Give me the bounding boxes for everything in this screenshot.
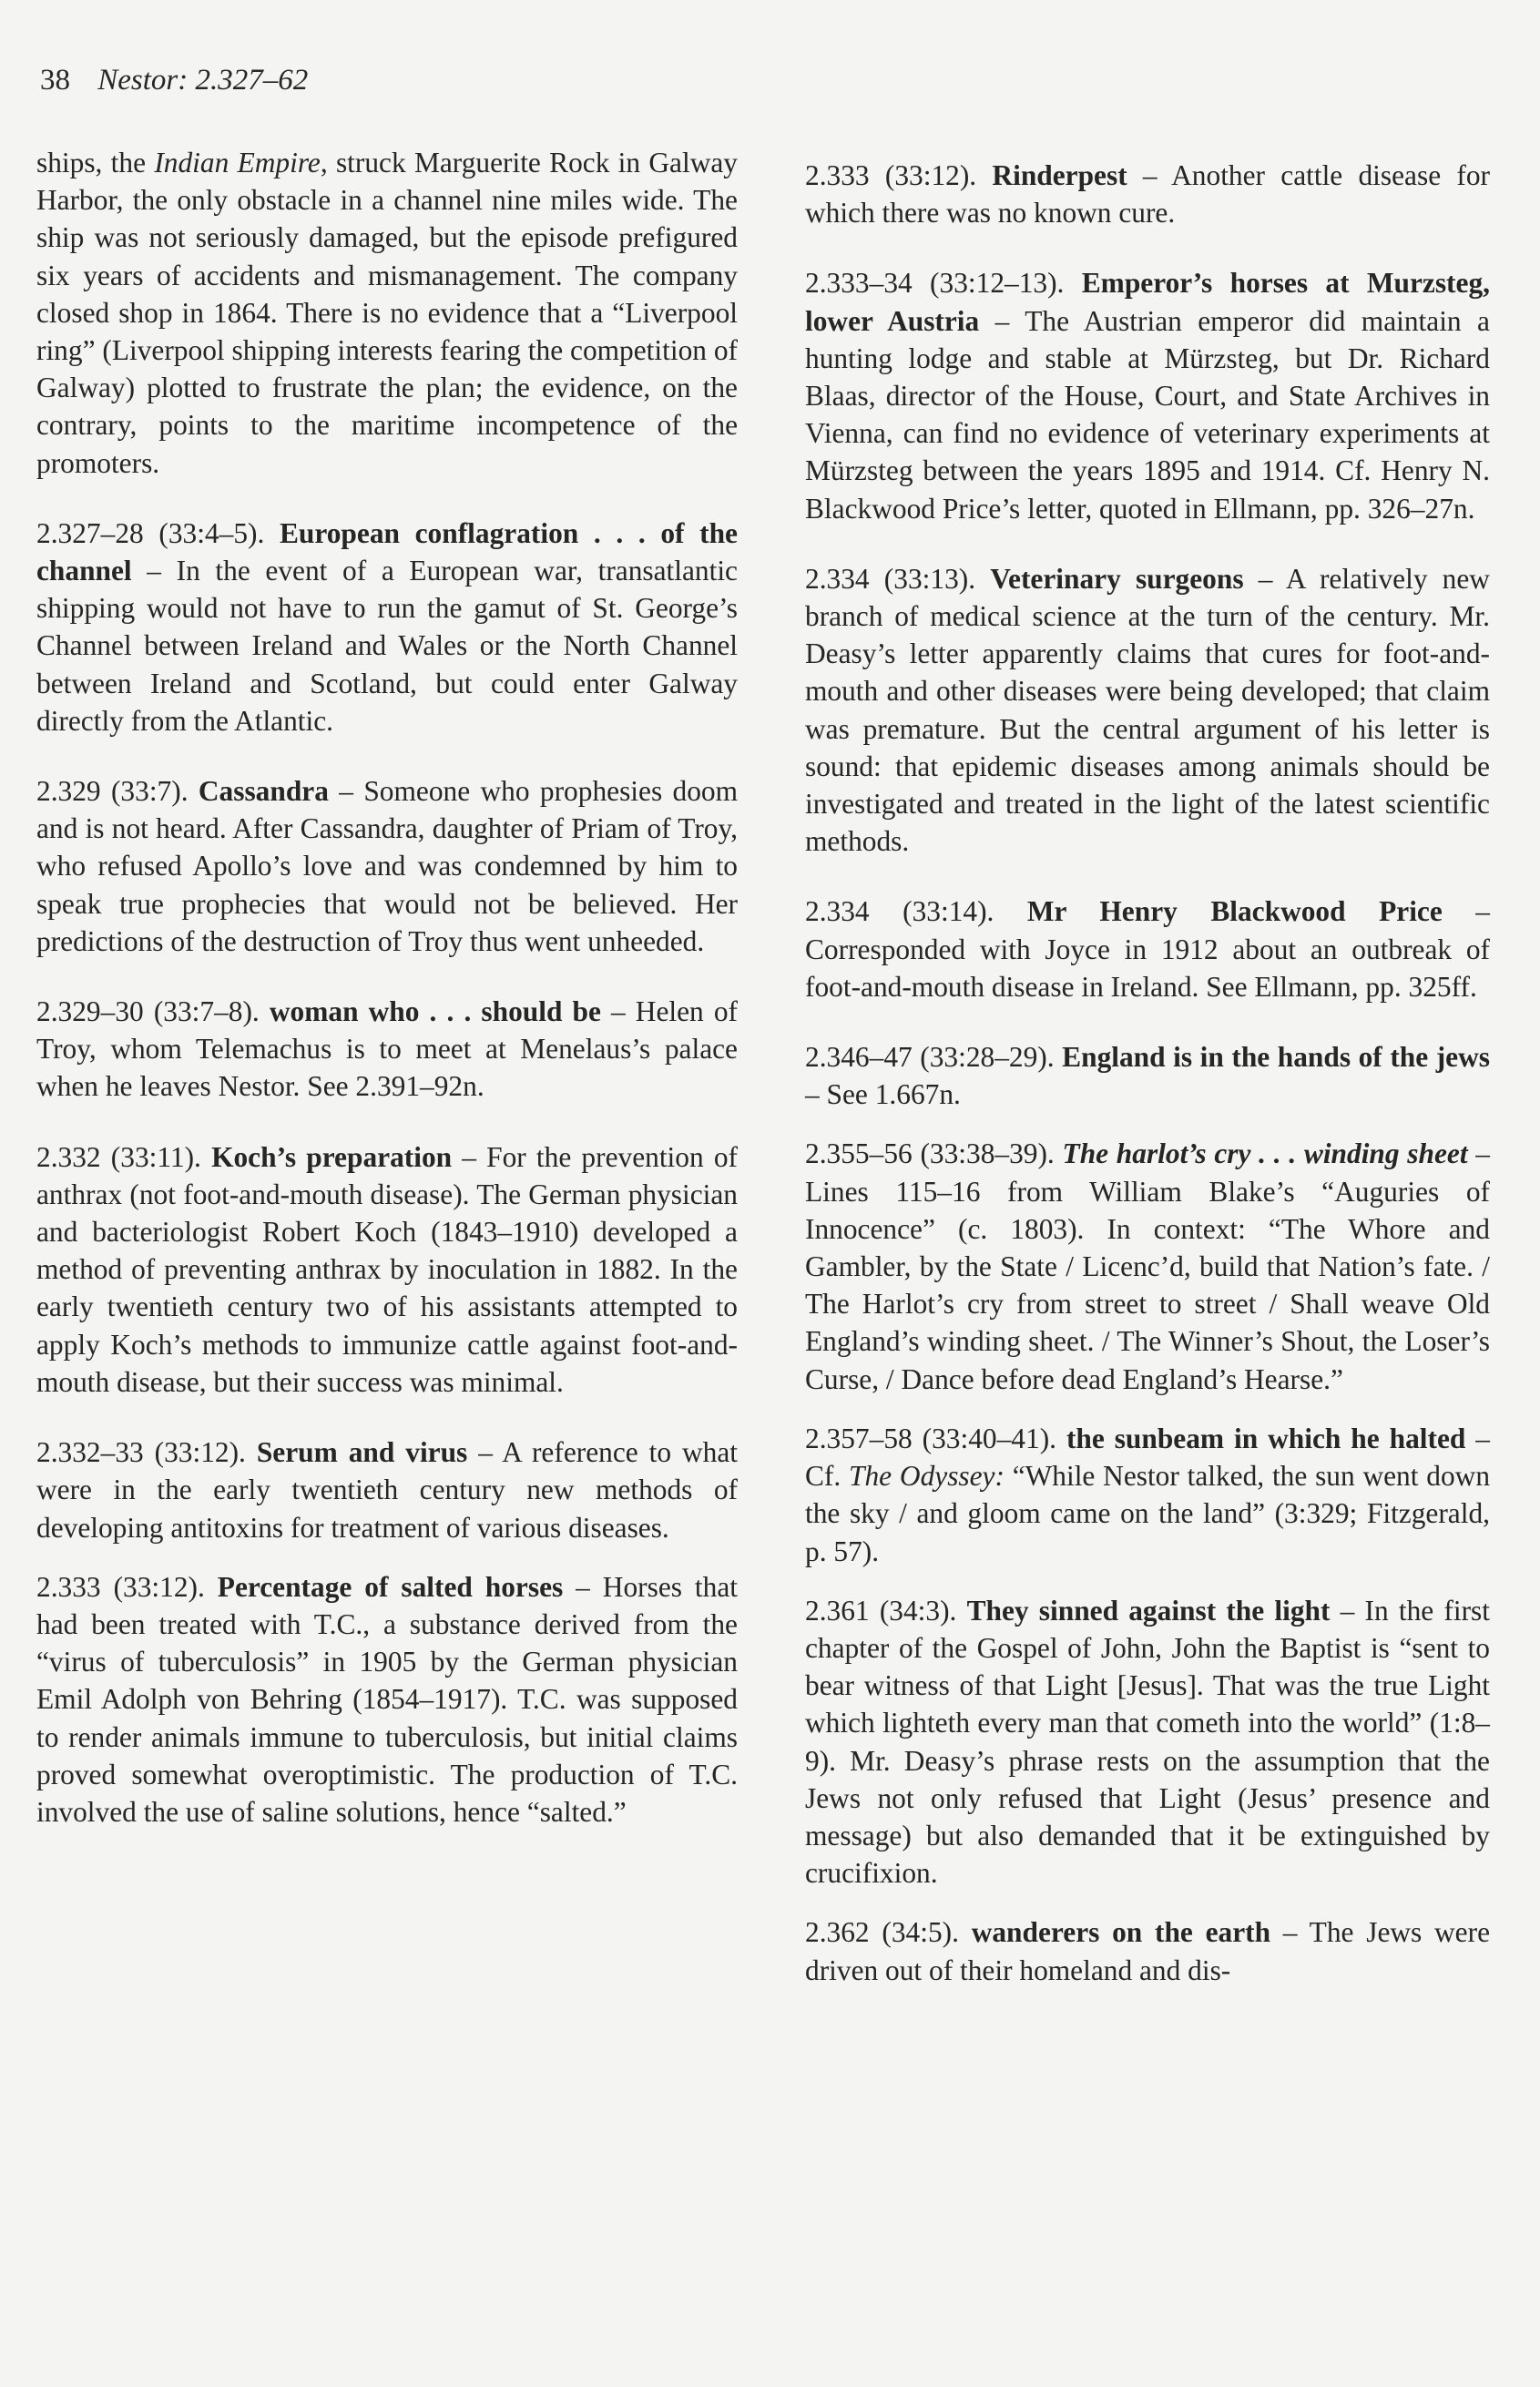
running-title: Nestor: 2.327–62 [97, 64, 309, 97]
entry-body: – The Austrian emperor did maintain a hunting lodge and stable at Mürzsteg, but Dr. Richard Blaas, director of the House, Court, and State Archives in Vienna, can find no evidence of veterinary experiments at Mürzsteg between the years 1895 and 1914. Cf. Henry N. Blackwood Price’s letter, quoted in Ellmann, pp. 326–27n. [805, 304, 1490, 525]
entry-ref: 2.355–56 (33:38–39). [805, 1137, 1063, 1170]
entry-body: – For the prevention of anthrax (not foot-and-mouth disease). The German physician and bacteriologist Robert Koch (1843–1910) developed a method of preventing anthrax by inoculation in 1882. In the early twentieth century two of his assistants attempted to apply Koch’s methods to immunize cattle against foot-and-mouth disease, but their success was minimal. [36, 1140, 738, 1398]
entry-ref: 2.329 (33:7). [36, 775, 199, 808]
annotation-entry [805, 560, 1490, 861]
entry-ref: 2.357–58 (33:40–41). [805, 1422, 1066, 1454]
left-column [36, 144, 738, 1852]
annotation-entry [36, 1568, 738, 1831]
entry-ref: 2.333 (33:12). [805, 159, 993, 191]
entry-lemma: wanderers on the earth [971, 1916, 1271, 1949]
entry-body: – A relatively new branch of medical science at the turn of the century. Mr. Deasy’s letter apparently claims that cures for foot-and-mouth and other diseases were being developed; that claim was premature. But the central argument of his letter is sound: that epidemic diseases among animals should be investigated and treated in the light of the latest scientific methods. [805, 562, 1490, 858]
annotation-entry [805, 1420, 1490, 1570]
entry-body-pre: – Cf. [805, 1422, 1490, 1493]
annotation-entry [36, 1433, 738, 1546]
page-number: 38 [40, 64, 70, 97]
text: ships, the [36, 147, 155, 179]
annotation-entry [805, 1913, 1490, 1988]
entry-lemma: Mr Henry Blackwood Price [1026, 895, 1443, 928]
entry-body: – Someone who prophesies doom and is not heard. After Cassandra, daughter of Priam of Troy, who refused Apollo’s love and was condemned by him to speak true prophecies that would not be believed. Her predictions of the destruction of Troy thus went unheeded. [36, 775, 739, 957]
annotation-entry [36, 772, 738, 960]
entry-lemma: Cassandra [198, 775, 329, 808]
annotation-entry [805, 1038, 1490, 1113]
entry-ref: 2.334 (33:13). [805, 562, 991, 595]
entry-lemma-italic: The harlot’s cry . . . winding sheet [1062, 1137, 1468, 1170]
entry-lemma: They sinned against the light [966, 1594, 1331, 1627]
annotation-entry [36, 1138, 738, 1401]
entry-body: – Lines 115–16 from William Blake’s “Auguries of Innocence” (c. 1803). In context: “The Whore and Gambler, by the State / Licenc’d, build that Nation’s fate. / The Harlot’s cry from street to street / Shall weave Old England’s winding sheet. / The Winner’s Shout, the Loser’s Curse, / Dance before dead England’s Hearse.” [805, 1137, 1490, 1395]
entry-ref: 2.327–28 (33:4–5). [36, 516, 280, 549]
entry-body: – A reference to what were in the early twentieth century new methods of developing antitoxins for treatment of various diseases. [36, 1436, 738, 1544]
entry-body: – Corresponded with Joyce in 1912 about an outbreak of foot-and-mouth disease in Ireland. See Ellmann, pp. 325ff. [805, 895, 1490, 1003]
entry-lemma: Emperor’s horses at Murzsteg, lower Austria [805, 267, 1490, 337]
entry-ref: 2.346–47 (33:28–29). [805, 1041, 1063, 1074]
entry-lemma: Koch’s preparation [211, 1140, 453, 1173]
annotation-entry [805, 264, 1490, 526]
entry-body: “While Nestor talked, the sun went down the sky / and gloom came on the land” (3:329; Fitzgerald, p. 57). [805, 1460, 1491, 1567]
right-column [805, 157, 1490, 2011]
entry-ref: 2.333–34 (33:12–13). [805, 267, 1082, 300]
entry-body: – In the first chapter of the Gospel of John, John the Baptist is “sent to bear witness of that Light [Jesus]. That was the true Light which lighteth every man that cometh into the world” (1:8–9). Mr. Deasy’s phrase rests on the assumption that the Jews not only refused that Light (Jesus’ presence and message) but also demanded that it be extinguished by crucifixion. [805, 1594, 1490, 1890]
running-head [40, 64, 308, 97]
annotation-entry [805, 1135, 1490, 1397]
entry-body: – Horses that had been treated with T.C., a substance derived from the “virus of tuberculosis” in 1905 by the German physician Emil Adolph von Behring (1854–1917). T.C. was supposed to render animals immune to tuberculosis, but initial claims proved somewhat overoptimistic. The production of T.C. involved the use of saline solutions, hence “salted.” [36, 1570, 738, 1828]
ship-name: Indian Empire [154, 147, 321, 179]
entry-body: – Another cattle disease for which there was no known cure. [805, 159, 1490, 230]
entry-lemma: Veterinary surgeons [990, 562, 1244, 595]
entry-ref: 2.334 (33:14). [805, 895, 1027, 928]
entry-body: – Helen of Troy, whom Telemachus is to meet at Menelaus’s palace when he leaves Nestor. See 2.391–92n. [36, 995, 738, 1103]
entry-lemma: the sunbeam in which he halted [1066, 1422, 1466, 1454]
work-title: The Odyssey: [849, 1460, 1005, 1493]
annotation-entry [805, 893, 1490, 1005]
entry-ref: 2.332 (33:11). [36, 1140, 212, 1173]
entry-lemma: woman who . . . should be [269, 995, 601, 1028]
entry-ref: 2.329–30 (33:7–8). [36, 995, 270, 1028]
annotation-entry [805, 157, 1490, 231]
text: , struck Marguerite Rock in Galway Harbor, the only obstacle in a channel nine miles wide. The ship was not seriously damaged, but the episode prefigured six years of accidents and mismanagement. The company closed shop in 1864. There is no evidence that a “Liverpool ring” (Liverpool shipping interests fearing the competition of Galway) plotted to frustrate the plan; the evidence, on the contrary, points to the maritime incompetence of the promoters. [36, 147, 739, 479]
entry-body: – See 1.667n. [805, 1078, 961, 1111]
entry-lemma: Serum and virus [256, 1436, 468, 1469]
entry-ref: 2.332–33 (33:12). [36, 1436, 257, 1469]
entry-ref: 2.361 (34:3). [805, 1594, 967, 1627]
annotation-entry [36, 993, 738, 1106]
entry-body: – In the event of a European war, transatlantic shipping would not have to run the gamut of St. George’s Channel between Ireland and Wales or the North Channel between Ireland and Scotland, but could enter Galway directly from the Atlantic. [36, 555, 738, 737]
entry-lemma: European conflagration . . . of the channel [36, 516, 738, 587]
entry-lemma: Rinderpest [992, 159, 1127, 191]
entry-ref: 2.362 (34:5). [805, 1916, 972, 1949]
annotation-entry [36, 515, 738, 740]
entry-lemma: England is in the hands of the jews [1062, 1041, 1490, 1074]
entry-body: – The Jews were driven out of their homeland and dis- [805, 1916, 1490, 1986]
continuation-paragraph [36, 144, 738, 482]
entry-lemma: Percentage of salted horses [217, 1570, 564, 1603]
entry-ref: 2.333 (33:12). [36, 1570, 218, 1603]
annotation-entry [805, 1592, 1490, 1892]
